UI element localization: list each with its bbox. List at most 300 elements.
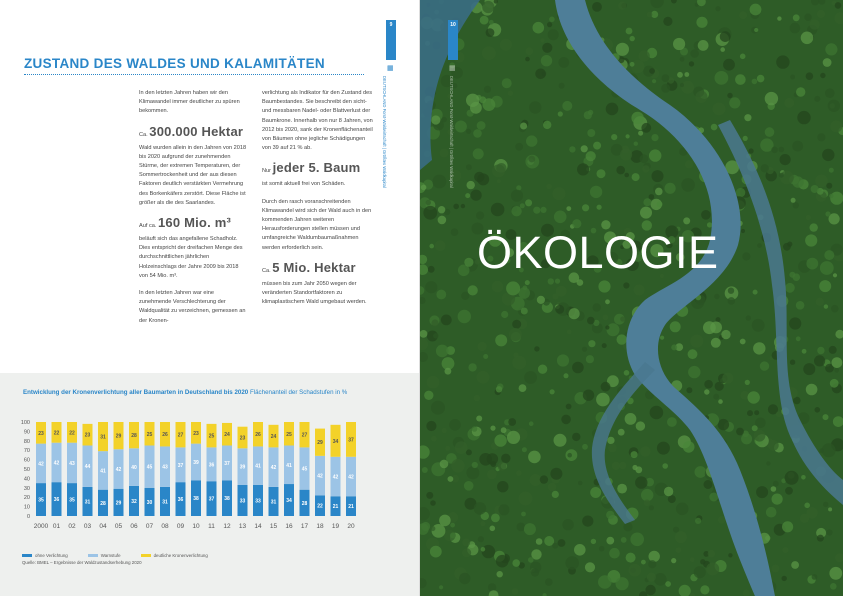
tree-crown: [806, 215, 811, 220]
tree-crown: [825, 88, 835, 98]
tree-crown: [635, 466, 642, 473]
tree-crown: [714, 294, 719, 299]
tree-crown: [640, 154, 649, 163]
tree-crown: [681, 178, 695, 192]
tree-crown: [729, 97, 740, 108]
tree-crown: [688, 349, 698, 359]
tree-crown: [761, 164, 769, 172]
bar-value-label: 36: [208, 462, 215, 469]
bar-value-label: 23: [84, 432, 91, 439]
bar-value-label: 25: [286, 431, 292, 438]
tree-crown: [552, 187, 565, 200]
tree-crown: [739, 11, 747, 19]
tree-crown: [631, 60, 645, 74]
tree-crown: [541, 55, 552, 66]
tree-crown: [626, 553, 636, 563]
tree-crown: [824, 304, 828, 308]
tree-crown: [748, 391, 760, 403]
bar-value-label: 24: [224, 432, 230, 439]
tree-crown: [754, 430, 766, 442]
tree-crown: [481, 547, 486, 552]
tree-crown: [542, 43, 552, 53]
tree-crown: [555, 279, 560, 284]
legend-swatch: [88, 554, 98, 557]
tree-crown: [676, 547, 682, 553]
bar-value-label: 43: [69, 460, 75, 467]
fact-160-mio: [139, 216, 247, 233]
legend-item-warnstufe: [88, 553, 121, 558]
bar-value-label: 41: [100, 468, 106, 475]
tree-crown: [513, 352, 518, 357]
tree-crown: [538, 365, 547, 374]
tree-crown: [540, 475, 548, 483]
tree-crown: [683, 441, 695, 453]
tree-crown: [793, 14, 800, 21]
tree-crown: [496, 163, 506, 173]
tree-crown: [728, 288, 734, 294]
bar-value-label: 38: [224, 496, 230, 503]
tree-crown: [462, 548, 471, 557]
tree-crown: [602, 343, 607, 348]
fact-jeder-5-baum: [262, 161, 374, 178]
tree-crown: [547, 22, 552, 27]
tree-crown: [765, 127, 775, 137]
tree-crown: [641, 123, 651, 133]
tree-crown: [822, 443, 836, 457]
bar-value-label: 36: [177, 497, 184, 504]
tree-crown: [582, 204, 589, 211]
x-tick-label: 10: [192, 523, 200, 530]
y-tick-label: 10: [23, 504, 30, 511]
tree-crown: [451, 228, 459, 236]
tree-crown: [468, 363, 476, 371]
tree-crown: [675, 531, 687, 543]
tree-crown: [804, 503, 810, 509]
tree-crown: [742, 252, 750, 260]
tree-crown: [559, 83, 565, 89]
tree-crown: [782, 547, 788, 553]
tree-crown: [548, 483, 557, 492]
tree-crown: [461, 292, 469, 300]
tree-crown: [480, 16, 489, 25]
tree-crown: [566, 404, 572, 410]
tree-crown: [431, 436, 437, 442]
tree-crown: [640, 446, 651, 457]
tree-crown: [472, 426, 478, 432]
legend-item-deutliche-kronenverlichtung: [141, 553, 208, 558]
spine-caption: [449, 76, 454, 188]
tree-crown: [668, 495, 676, 503]
tree-crown: [557, 354, 569, 366]
tree-crown: [831, 305, 839, 313]
bar-value-label: 26: [255, 432, 261, 439]
tree-crown: [671, 344, 677, 350]
tree-crown: [817, 347, 824, 354]
bar-value-label: 39: [193, 459, 199, 466]
tree-crown: [695, 518, 701, 524]
tree-crown: [690, 49, 699, 58]
tree-crown: [771, 486, 777, 492]
tree-crown: [550, 468, 562, 480]
brand-logo-icon: ▦: [449, 65, 456, 72]
tree-crown: [526, 135, 537, 146]
tree-crown: [829, 346, 837, 354]
fact-300000-hektar: [139, 125, 247, 142]
tree-crown: [790, 75, 795, 80]
tree-crown: [534, 346, 539, 351]
bar-value-label: 35: [69, 497, 75, 504]
tree-crown: [477, 173, 489, 185]
tree-crown: [826, 529, 832, 535]
tree-crown: [616, 166, 625, 175]
tree-crown: [586, 355, 594, 363]
tree-crown: [540, 38, 544, 42]
x-tick-label: 17: [300, 523, 309, 530]
tree-crown: [789, 317, 801, 329]
bar-value-label: 37: [348, 437, 354, 444]
tree-crown: [555, 305, 564, 314]
bar-value-label: 25: [146, 431, 153, 438]
tree-crown: [652, 170, 664, 182]
tree-crown: [425, 281, 437, 293]
bar-value-label: 31: [100, 434, 106, 441]
tree-crown: [554, 434, 567, 447]
tree-crown: [497, 481, 508, 492]
chart-source: Quelle: BMEL – Ergebnisse der Waldzustandserhebung 2020: [22, 560, 142, 565]
tree-crown: [476, 416, 482, 422]
tree-crown: [520, 203, 525, 208]
tree-crown: [515, 143, 523, 151]
tree-crown: [467, 181, 475, 189]
bar-value-label: 45: [301, 466, 308, 473]
tree-crown: [489, 20, 494, 25]
tree-crown: [530, 562, 541, 573]
tree-crown: [612, 462, 620, 470]
tree-crown: [735, 74, 746, 85]
bar-value-label: 40: [131, 465, 137, 472]
tree-crown: [760, 361, 769, 370]
tree-crown: [698, 40, 709, 51]
tree-crown: [477, 342, 486, 351]
tree-crown: [779, 147, 785, 153]
tree-crown: [598, 280, 610, 292]
tree-crown: [461, 204, 465, 208]
tree-crown: [524, 371, 537, 384]
tree-crown: [482, 1, 494, 13]
tree-crown: [477, 371, 490, 384]
tree-crown: [650, 406, 664, 420]
tree-crown: [511, 190, 523, 202]
tree-crown: [548, 278, 554, 284]
chart-title-text: Entwicklung der Kronenverlichtung aller Baumarten in Deutschland bis 2020: [23, 389, 249, 396]
tree-crown: [740, 339, 746, 345]
tree-crown: [519, 384, 527, 392]
tree-crown: [433, 175, 447, 189]
tree-crown: [585, 562, 595, 572]
tree-crown: [686, 387, 692, 393]
tree-crown: [690, 335, 703, 348]
tree-crown: [703, 321, 716, 334]
tree-crown: [640, 207, 652, 219]
tree-crown: [785, 283, 795, 293]
tree-crown: [597, 205, 602, 210]
tree-crown: [569, 308, 580, 319]
tree-crown: [829, 168, 834, 173]
bar-value-label: 22: [69, 430, 75, 437]
tree-crown: [685, 160, 693, 168]
legend-label: deutliche Kronenverlichtung: [153, 553, 208, 558]
tree-crown: [736, 188, 745, 197]
tree-crown: [700, 585, 709, 594]
tree-crown: [491, 514, 500, 523]
tree-crown: [537, 296, 545, 304]
tree-crown: [631, 112, 643, 124]
tree-crown: [784, 98, 794, 108]
x-tick-label: 09: [176, 523, 185, 530]
tree-crown: [455, 441, 468, 454]
tree-crown: [743, 136, 748, 141]
tree-crown: [643, 198, 651, 206]
tree-crown: [662, 74, 670, 82]
tree-crown: [494, 434, 506, 446]
tree-crown: [833, 273, 837, 277]
tree-crown: [436, 290, 446, 300]
tree-crown: [567, 330, 572, 335]
tree-crown: [518, 287, 530, 299]
tree-crown: [528, 451, 541, 464]
tree-crown: [459, 573, 470, 584]
tree-crown: [744, 114, 751, 121]
fact-text: beläuft sich das angefallene Schadholz. Dies entspricht der dreifachen Menge des durchschnittlichen jährlichen Holzeinschlags der Jahre 2009 bis 2018 von 54 Mio. m³.: [139, 236, 243, 279]
tree-crown: [582, 516, 593, 527]
bar-value-label: 29: [115, 500, 122, 507]
tree-crown: [525, 47, 533, 55]
tree-crown: [765, 92, 778, 105]
bar-value-label: 37: [224, 460, 230, 467]
bar-value-label: 33: [239, 498, 246, 505]
legend-label: Warnstufe: [100, 553, 121, 558]
bar-value-label: 36: [53, 497, 60, 504]
tree-crown: [766, 507, 777, 518]
tree-crown: [715, 6, 720, 11]
tree-crown: [464, 258, 473, 267]
tree-crown: [601, 382, 611, 392]
tree-crown: [620, 148, 632, 160]
tree-crown: [490, 426, 495, 431]
tree-crown: [502, 78, 512, 88]
tree-crown: [752, 319, 765, 332]
tree-crown: [746, 315, 751, 320]
tree-crown: [440, 460, 449, 469]
tree-crown: [436, 345, 449, 358]
tree-crown: [471, 190, 482, 201]
tree-crown: [496, 555, 509, 568]
fact-value: 300.000 Hektar: [149, 123, 244, 139]
tree-crown: [817, 10, 825, 18]
bar-value-label: 31: [270, 499, 277, 506]
tree-crown: [424, 391, 433, 400]
bar-value-label: 42: [270, 465, 277, 472]
tree-crown: [476, 211, 484, 219]
chart-subtitle: Flächenanteil der Schadstufen in %: [249, 389, 348, 396]
tree-crown: [616, 577, 629, 590]
x-tick-label: 07: [145, 523, 154, 530]
tree-crown: [638, 50, 649, 61]
tree-crown: [562, 101, 572, 111]
tree-crown: [593, 303, 601, 311]
tree-crown: [797, 111, 810, 124]
tree-crown: [823, 502, 828, 507]
tree-crown: [540, 207, 546, 213]
tree-crown: [482, 46, 496, 60]
tree-crown: [825, 211, 830, 216]
tree-crown: [433, 333, 439, 339]
tree-crown: [574, 544, 586, 556]
tree-crown: [603, 314, 609, 320]
tree-crown: [624, 370, 630, 376]
tree-crown: [768, 440, 779, 451]
tree-crown: [830, 379, 839, 388]
tree-crown: [655, 188, 663, 196]
tree-crown: [815, 407, 821, 413]
text-column-1: [139, 89, 247, 334]
bar-value-label: 44: [84, 464, 91, 471]
tree-crown: [677, 72, 683, 78]
tree-crown: [590, 186, 602, 198]
tree-crown: [590, 487, 601, 498]
bar-value-label: 45: [146, 464, 153, 471]
bar-value-label: 42: [53, 460, 60, 467]
tree-crown: [749, 148, 754, 153]
fact-prefix: Nur: [262, 168, 272, 175]
tree-crown: [830, 120, 842, 132]
tree-crown: [713, 102, 726, 115]
bar-value-label: 42: [348, 474, 354, 481]
bar-value-label: 21: [332, 504, 339, 511]
tree-crown: [663, 17, 672, 26]
tree-crown: [830, 192, 843, 205]
x-tick-label: 12: [223, 523, 231, 530]
tree-crown: [791, 198, 796, 203]
tree-crown: [466, 164, 472, 170]
paragraph: verlichtung als Indikator für den Zustand des Baumbestandes. Sie beschreibt den sicht- und messbaren Nadel- oder Blattverlust der Baumkrone. Innerhalb von nur 8 Jahren, von 2012 bis 2020, sank der Kronenflächenanteil von Bäumen ohne jegliche Schädigungen von 39 auf 21 % ab.: [262, 90, 373, 152]
spine-subtitle: Forst-Waldwirtschaft | Größtes Waldkapital: [449, 108, 454, 188]
tree-crown: [522, 447, 527, 452]
tree-crown: [558, 539, 566, 547]
tree-crown: [566, 206, 571, 211]
bar-value-label: 38: [193, 496, 199, 503]
tree-crown: [521, 512, 526, 517]
tree-crown: [757, 75, 765, 83]
tree-crown: [709, 493, 718, 502]
tree-crown: [823, 414, 829, 420]
x-tick-label: 2000: [33, 523, 49, 530]
bar-value-label: 21: [348, 504, 354, 511]
spine-subtitle: Forst-Waldwirtschaft | Größtes Waldkapital: [382, 108, 387, 188]
tree-crown: [482, 545, 495, 558]
tree-crown: [569, 146, 575, 152]
bar-value-label: 37: [177, 462, 184, 469]
tree-crown: [634, 284, 645, 295]
tree-crown: [543, 121, 551, 129]
tree-crown: [754, 410, 759, 415]
tree-crown: [512, 559, 520, 567]
tree-crown: [757, 243, 762, 248]
legend-swatch: [22, 554, 32, 557]
tree-crown: [429, 244, 434, 249]
tree-crown: [426, 200, 431, 205]
tree-crown: [632, 173, 640, 181]
fact-5-mio-hektar: [262, 261, 374, 278]
tree-crown: [741, 229, 745, 233]
tree-crown: [617, 484, 627, 494]
tree-crown: [809, 19, 819, 29]
tree-crown: [606, 537, 614, 545]
tree-crown: [525, 199, 532, 206]
tree-crown: [450, 523, 455, 528]
tree-crown: [508, 91, 514, 97]
bar-value-label: 33: [255, 498, 261, 505]
tree-crown: [435, 240, 446, 251]
tree-crown: [750, 4, 762, 16]
tree-crown: [431, 115, 440, 124]
tree-crown: [561, 415, 571, 425]
tree-crown: [789, 272, 795, 278]
tree-crown: [790, 360, 795, 365]
tree-crown: [431, 319, 438, 326]
tree-crown: [676, 503, 689, 516]
tree-crown: [549, 17, 555, 23]
tree-crown: [462, 538, 470, 546]
tree-crown: [588, 340, 595, 347]
tree-crown: [747, 410, 753, 416]
tree-crown: [630, 533, 644, 547]
tree-crown: [451, 459, 465, 473]
tree-crown: [473, 148, 484, 159]
tree-crown: [752, 79, 758, 85]
tree-crown: [500, 39, 512, 51]
tree-crown: [606, 511, 614, 519]
tree-crown: [606, 103, 619, 116]
tree-crown: [495, 334, 507, 346]
tree-crown: [644, 500, 651, 507]
bar-value-label: 41: [286, 462, 292, 469]
tree-crown: [823, 58, 832, 67]
tree-crown: [588, 110, 593, 115]
tree-crown: [630, 62, 635, 67]
tree-crown: [631, 451, 638, 458]
paragraph: Durch den rasch voranschreitenden Klimawandel wird sich der Wald auch in den kommenden Jahren weiteren Herausforderungen stellen müssen und umfangreiche Waldumbaumaßnahmen werden erforderlich sein.: [262, 198, 372, 251]
tree-crown: [828, 100, 840, 112]
tree-crown: [572, 433, 580, 441]
tree-crown: [696, 17, 707, 28]
tree-crown: [723, 59, 735, 71]
tree-crown: [776, 55, 789, 68]
x-tick-label: 16: [285, 523, 293, 530]
x-tick-label: 14: [254, 523, 262, 530]
tree-crown: [552, 491, 559, 498]
brand-logo-icon: ▦: [387, 65, 394, 72]
tree-crown: [782, 576, 787, 581]
bar-value-label: 29: [115, 433, 122, 440]
bar-value-label: 42: [317, 473, 323, 480]
tree-crown: [649, 149, 661, 161]
tree-crown: [577, 279, 584, 286]
tree-crown: [718, 516, 726, 524]
tree-crown: [695, 466, 707, 478]
tree-crown: [548, 29, 559, 40]
y-tick-label: 0: [26, 514, 30, 520]
